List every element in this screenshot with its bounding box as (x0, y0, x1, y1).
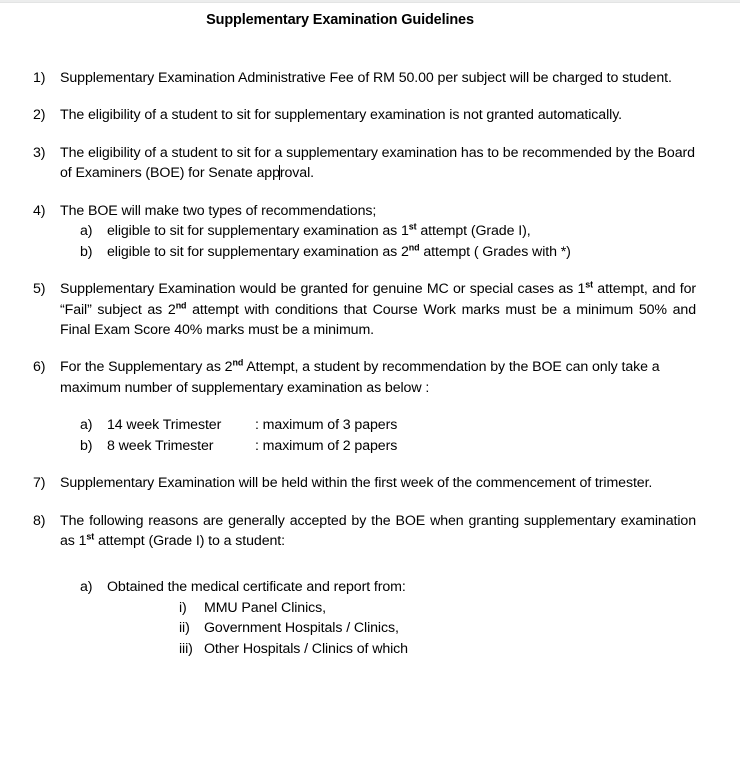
subsublist-item-8a-i (107, 598, 696, 618)
list-marker: 3) (33, 144, 46, 161)
list-item-text-after: attempt (Grade I) to a student: (94, 533, 285, 549)
list-item-text: Supplementary Examination will be held within the first week of the commencement of trimester. (60, 475, 653, 492)
subsublist-marker: iii) (179, 640, 193, 657)
sublist-6 (60, 415, 696, 456)
list-item-text (60, 143, 696, 184)
spacer (60, 551, 696, 560)
list-item-8 (33, 511, 696, 660)
sublist-item-4b (60, 242, 696, 262)
list-marker: 1) (33, 70, 46, 86)
list-item-text-before: The following reasons are generally accepted by the BOE when granting supplementary examination as 1 (60, 512, 696, 549)
trimester-row (107, 436, 696, 456)
list-item-4 (33, 201, 696, 262)
trimester-label: 14 week Trimester (107, 417, 222, 434)
list-item-text: Supplementary Examination Administrative Fee of RM 50.00 per subject will be charged to student. (60, 70, 672, 86)
ordinal-superscript: nd (175, 299, 187, 310)
list-item-text: The BOE will make two types of recommendations; (60, 202, 377, 219)
list-item-5 (33, 279, 696, 340)
subsublist-item-8a-ii (107, 618, 696, 638)
list-item-text-after: Attempt, a student by recommendation by the BOE can only take a maximum number of supplementary examination as below : (60, 359, 660, 396)
subsublist-marker: i) (179, 599, 187, 616)
sublist-item-text: Obtained the medical certificate and report from: (107, 579, 406, 596)
trimester-row (107, 415, 696, 435)
list-marker: 6) (33, 359, 46, 376)
list-item-text-before: For the Supplementary as 2 (60, 359, 233, 376)
list-item-text-after: roval. (279, 165, 314, 182)
sublist-marker: b) (80, 437, 93, 454)
sublist-item-4a (60, 221, 696, 241)
subsublist-item-8a-iii (107, 639, 696, 659)
list-item-2 (33, 105, 696, 125)
ordinal-superscript: nd (232, 357, 244, 368)
sublist-item-6a (60, 415, 696, 435)
ordinal-superscript: nd (408, 241, 420, 252)
list-item-text (60, 511, 696, 552)
sublist-marker: a) (80, 223, 93, 240)
sublist-item-8a (60, 577, 696, 659)
subsublist-item-text: MMU Panel Clinics, (204, 599, 326, 616)
list-marker: 2) (33, 107, 46, 124)
sublist-item-text-before: eligible to sit for supplementary examination as 2 (107, 243, 409, 260)
subsublist-8a (107, 598, 696, 659)
sublist-marker: b) (80, 243, 93, 260)
list-item-text-after: attempt with conditions that Course Work marks must be a minimum 50% and Final Exam Score 40% marks must be a minimum. (60, 301, 697, 338)
ordinal-superscript: st (408, 221, 417, 232)
list-marker: 8) (33, 512, 46, 529)
list-item-text-before: Supplementary Examination would be granted for genuine MC or special cases as 1 (60, 281, 586, 298)
list-item-1 (33, 68, 696, 88)
list-marker: 7) (33, 475, 46, 492)
list-item-text (60, 357, 696, 398)
list-item-6 (33, 357, 696, 456)
sublist-item-6b (60, 436, 696, 456)
ordinal-superscript: st (86, 531, 95, 542)
list-item-text: The eligibility of a student to sit for supplementary examination is not granted automatically. (60, 107, 622, 124)
list-marker: 5) (33, 281, 46, 298)
sublist-item-text-before: eligible to sit for supplementary examination as 1 (107, 223, 409, 240)
subsublist-item-text: Government Hospitals / Clinics, (204, 620, 399, 637)
sublist-item-text-after: attempt ( Grades with *) (419, 243, 571, 260)
sublist-marker: a) (80, 417, 93, 434)
sublist-4 (60, 221, 696, 262)
list-item-text-mid: attempt, and for “Fail” subject as 2 (60, 281, 696, 318)
trimester-label: 8 week Trimester (107, 437, 214, 454)
ordinal-superscript: st (585, 279, 593, 290)
list-item-3 (33, 143, 696, 184)
list-item-text (60, 279, 696, 340)
trimester-max-papers: : maximum of 3 papers (255, 417, 398, 434)
list-item-text-before: The eligibility of a student to sit for a supplementary examination has to be recommended by the Board of Examiners (BOE) for Senate app (60, 144, 695, 182)
list-marker: 4) (33, 202, 46, 219)
sublist-marker: a) (80, 579, 93, 596)
list-item-7 (33, 473, 696, 493)
subsublist-item-text: Other Hospitals / Clinics of which (204, 640, 408, 657)
guidelines-list (33, 68, 696, 676)
sublist-item-text-after: attempt (Grade I), (416, 223, 531, 240)
sublist-8 (60, 577, 696, 659)
subsublist-marker: ii) (179, 620, 190, 637)
page-title: Supplementary Examination Guidelines (206, 12, 474, 28)
trimester-max-papers: : maximum of 2 papers (255, 437, 398, 454)
